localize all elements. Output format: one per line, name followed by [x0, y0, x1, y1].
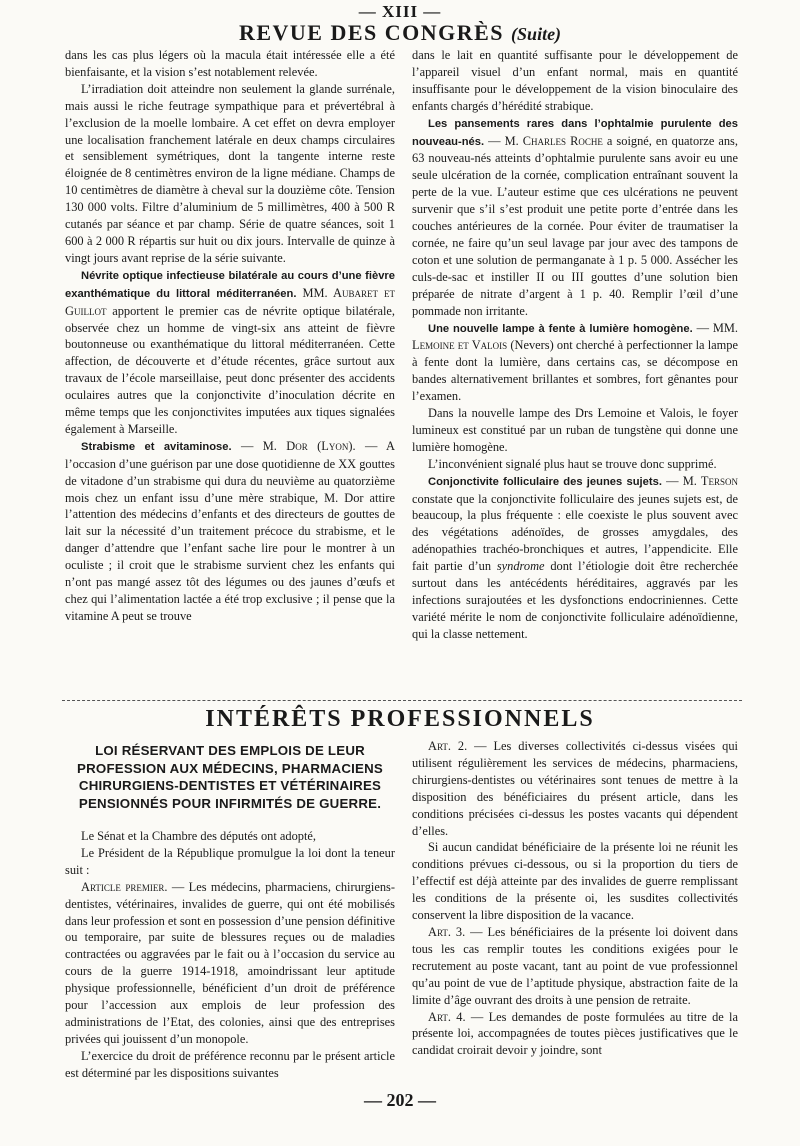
page-number: — 202 — — [364, 1090, 436, 1110]
left-column-revue — [65, 47, 395, 625]
article-nevrite — [65, 267, 395, 438]
article-lead: Névrite optique infectieuse bilatérale au cours d’une fièvre exanthématique du littoral méditerranéen. — [65, 269, 395, 300]
section-title-suffix: (Suite) — [511, 24, 562, 44]
article-conjonctivite — [412, 473, 738, 643]
section-title-interets: INTÉRÊTS PROFESSIONNELS — [205, 706, 595, 732]
article-text: — Les demandes de poste formulées au titre de la présente loi, accompagnées de toutes pièces justificatives que le candidat croirait devoir y joindre, sont — [412, 1009, 738, 1058]
section-divider — [62, 700, 742, 701]
article-authors: — M. Dor (Lyon). — [241, 438, 356, 453]
article-lead: Conjonctivite folliculaire des jeunes sujets. — [428, 475, 662, 488]
right-column-law — [412, 738, 738, 1059]
article-lead: Une nouvelle lampe à fente à lumière homogène. — [428, 322, 693, 335]
article-lead: Les pansements rares dans l’ophtalmie purulente des nouveau-nés. — [412, 117, 738, 148]
paragraph: Dans la nouvelle lampe des Drs Lemoine et Valois, le foyer lumineux est constitué par un ruban de tungstène qui donne une lumière homogène. — [412, 406, 738, 454]
article-text: — Les diverses collectivités ci-dessus visées qui utilisent régulièrement les services de médecins, pharmaciens, chirurgiens-dentistes ou vétérinaires sont tenues de mettre à la disposition des bénéficiaires du présent article, dans les conditions précisées ci-dessus les postes vacants qui dépendent d’elles. — [412, 739, 738, 838]
article-3 — [412, 924, 738, 1009]
article-text: — Les médecins, pharmaciens, chirurgiens-dentistes, vétérinaires, invalides de guerre, qui ont été mobilisés dans leur profession et sont en possession d’une pension définitive ou temporaire, par suite de blessures reçues ou de maladies contractées ou aggravées par le fait ou à l’occasion du service au cours de la guerre 1914-1918, amoindrissant leur aptitude physique professionnelle, bénéficient d’un droit de préférence pour l’accession aux emplois de leur profession des administrations de l’Etat, des colonies, ainsi que des entreprises privées qui jouissent d’un monopole. — [65, 879, 396, 1046]
right-column-revue — [412, 47, 738, 643]
paragraph: dans le lait en quantité suffisante pour le développement de l’appareil visuel d’un enfant normal, mais en quantité insuffisante pour le développement de la vision binoculaire des enfants chargés d’hérédité strabique. — [412, 48, 738, 113]
paragraph: L’inconvénient signalé plus haut se trouve donc supprimé. — [428, 456, 717, 471]
law-title: LOI RÉSERVANT DES EMPLOIS DE LEUR PROFESSION AUX MÉDECINS, PHARMACIENS CHIRURGIENS-DENTISTES ET VÉTÉRINAIRES PENSIONNÉS POUR INFIRMITÉS DE GUERRE. — [77, 743, 383, 811]
article-label: Art. 3. — [428, 924, 466, 939]
article-1 — [65, 879, 395, 1048]
article-lampe — [412, 320, 738, 406]
article-lead: Strabisme et avitaminose. — [81, 440, 232, 453]
paragraph: Si aucun candidat bénéficiaire de la présente loi ne réunit les conditions prévues ci-dessous, ou si la proportion du tiers de l’effectif est déjà atteinte par des invalides de guerre remplissant les conditions de la présente oi, les susdites collectivités conservent la libre disposition de la vacance. — [412, 840, 738, 923]
article-2 — [412, 738, 738, 839]
article-text: (Nevers) ont cherché à perfectionner la lampe à fente dont la lumière, dans certains cas, se décompose en bandes alternativement brillantes et sombres, fort gênantes pour l’examen. — [412, 338, 738, 404]
article-authors: — M. Terson — [666, 473, 738, 488]
article-text: a soigné, en quatorze ans, 63 nouveau-nés atteints d’ophtalmie purulente sans avoir eu une seule ulcération de la cornée, complication entraînant souvent la perte de la vue. L’auteur estime que ces ulcérations ne peuvent survenir que s’il s’est produit une petite porte d’entrée dans les couches antérieures de la cornée. Pour éviter de traumatiser la cornée, ne faire qu’un seul lavage par jour avec des tampons de coton et une solution de permanganate à 1 p. 5 000. Assécher les culs-de-sac et instiller II ou III gouttes d’une solution bien préparée de nitrate d’argent à 1 p. 40. Remplir l’œil d’une pommade non irritante. — [412, 133, 738, 318]
article-text: — A l’occasion d’une guérison par une dose quotidienne de XX gouttes de vitadone d’un strabisme qui dura du neuvième au quatorzième mois chez un enfant issu d’une mère strabique, M. Dor attire l’attention des médecins d’enfants et des directeurs de gouttes de lait sur la nécessité d’un traitement précoce du strabisme, et le danger d’attendre que l’enfant sache lire pour le montrer à un oculiste ; il croit que le strabisme survient chez les enfants qui n’ont pas mangé assez tôt des légumes ou des jaunes d’œufs et chez qui l’alimentation lactée a été trop exclusive ; il pense que la vitamine A peut se trouve — [65, 438, 395, 623]
paragraph: L’exercice du droit de préférence reconnu par le présent article est déterminé par les dispositions suivantes — [65, 1048, 395, 1080]
article-text: — Les bénéficiaires de la présente loi doivent dans tous les cas remplir toutes les conditions exigées pour le recrutement au poste vacant, tant au point de vue professionnel qu’au point de vue de l’aptitude physique, abstraction faite de la limite d’âge ouvrant des droits à une pension de retraite. — [412, 924, 738, 1007]
paragraph: Le Président de la République promulgue la loi dont la teneur suit : — [65, 845, 395, 877]
article-text: apportent le premier cas de névrite optique bilatérale, observée chez un homme de vingt-six ans atteint de fièvre boutonneuse ou exanthématique du littoral méditerranéen. Cette affection, de découverte et d’étude récentes, grâce surtout aux travaux de l’école marseillaise, peut donc présenter des accidents oculaires autres que la conjonctivite d’inoculation décrite en même temps que les conjonctivites imputées aux tiques signalées également à Marseille. — [65, 303, 395, 436]
paragraph: L’irradiation doit atteindre non seulement la glande surrénale, mais aussi le riche feutrage sympathique para et prévertébral à l’exclusion de la moelle lombaire. A cet effet on devra employer une localisation franchement latérale en deux champs circulaires et sensiblement symétriques, dont la tangente interne reste éloignée de 8 centimètres environ de la ligne médiane. Champs de 10 centimètres de diamètre à cheval sur la douzième côte. Tension 130 000 volts. Filtre d’aluminium de 5 millimètres, 400 à 500 R cutanés par séance et par champ. Série de quatre séances, soit 1 600 à 2 000 R répartis sur huit ou dix jours. Intervalle de quinze à vingt jours avant reprise de la série suivante. — [65, 81, 395, 265]
article-strabisme — [65, 438, 395, 625]
article-text: dont l’étiologie doit être recherchée surtout dans les antécédents héréditaires, aggravés par les infections surajoutées et les dysfonctions endocriniennes. Cette variété mérite le nom de conjonctivite folliculaire adénoïdienne, qui la classe nettement. — [412, 559, 738, 641]
article-label: Article premier. — [81, 879, 168, 894]
section-title-revue — [0, 20, 800, 46]
left-column-law — [65, 738, 395, 1082]
article-authors: — M. Charles Roche — [488, 133, 603, 148]
article-label: Art. 4. — [428, 1009, 466, 1024]
article-italic: syndrome — [496, 559, 545, 574]
article-authors: MM. Aubaret et Guillot — [65, 285, 395, 318]
section-title-text: REVUE DES CONGRÈS — [238, 20, 505, 45]
paragraph: dans les cas plus légers où la macula était intéressée elle a été bienfaisante, et la vision s’est notablement relevée. — [65, 48, 395, 79]
page-roman-number: — XIII — — [358, 2, 442, 21]
article-label: Art. 2. — [428, 739, 468, 753]
article-4 — [412, 1009, 738, 1060]
article-text: constate que la conjonctivite folliculaire des jeunes sujets est, de beaucoup, la plus fréquente : elle coexiste le plus souvent avec des végétations adénoïdes, de grosses amygdales, des adénopathies trachéo-bronchiques et autres, l’appendicite. Elle fait partie d’un — [412, 491, 738, 574]
article-pansements — [412, 115, 738, 320]
article-authors: — MM. Lemoine et Valois — [412, 320, 738, 353]
paragraph: Le Sénat et la Chambre des députés ont adopté, — [81, 829, 317, 843]
